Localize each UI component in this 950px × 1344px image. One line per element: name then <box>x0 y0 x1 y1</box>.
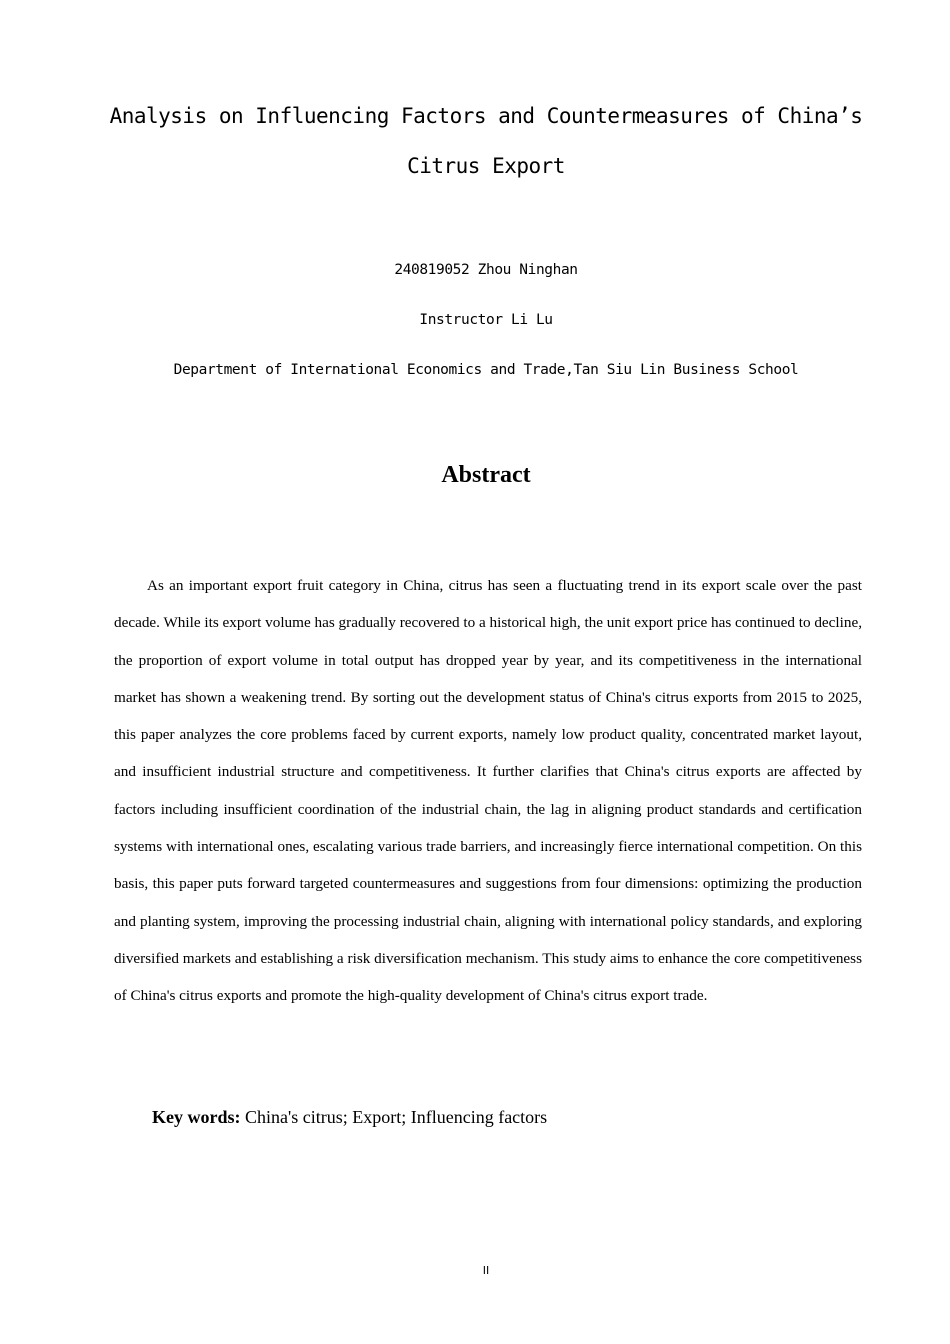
instructor-line: Instructor Li Lu <box>419 312 553 328</box>
keywords-value: China's citrus; Export; Influencing factors <box>245 1107 548 1127</box>
keywords-line <box>152 1107 547 1128</box>
abstract-heading: Abstract <box>441 462 531 488</box>
author-line: 240819052 Zhou Ninghan <box>394 262 578 278</box>
paper-title-line-2: Citrus Export <box>407 154 565 178</box>
department-line: Department of International Economics and Trade,Tan Siu Lin Business School <box>173 362 799 378</box>
paper-title-line-1: Analysis on Influencing Factors and Countermeasures of China’s <box>109 104 863 128</box>
keywords-label: Key words: <box>152 1107 241 1127</box>
page-number: II <box>482 1264 490 1277</box>
abstract-body: As an important export fruit category in China, citrus has seen a fluctuating trend in its export scale over the past decade. While its export volume has gradually recovered to a historical high, the unit export price has continued to decline, the proportion of export volume in total output has dropped year by year, and its competitiveness in the international market has shown a weakening trend. By sorting out the development status of China's citrus exports from 2015 to 2025, this paper analyzes the core problems faced by current exports, namely low product quality, concentrated market layout, and insufficient industrial structure and competitiveness. It further clarifies that China's citrus exports are affected by factors including insufficient coordination of the industrial chain, the lag in aligning product standards and certification systems with international ones, escalating various trade barriers, and increasingly fierce international competition. On this basis, this paper puts forward targeted countermeasures and suggestions from four dimensions: optimizing the production and planting system, improving the processing industrial chain, aligning with international policy standards, and exploring diversified markets and establishing a risk diversification mechanism. This study aims to enhance the core competitiveness of China's citrus exports and promote the high-quality development of China's citrus export trade. <box>114 577 862 1005</box>
